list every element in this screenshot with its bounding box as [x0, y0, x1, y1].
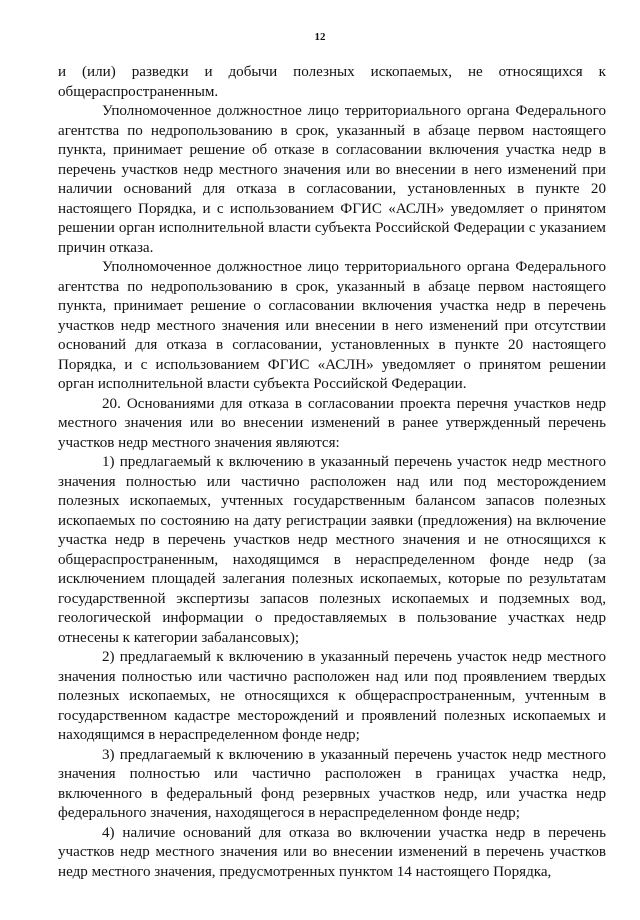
- list-item-2: 2) предлагаемый к включению в указанный перечень участок недр местного значения полностью или частично расположен над или под проявлением твердых полезных ископаемых, не относящихся к общераспространенным, учтенным в государственном кадастре месторождений и проявлений полезных ископаемых и находящимся в нераспределенном фонде недр;: [58, 649, 606, 743]
- list-item-1: 1) предлагаемый к включению в указанный перечень участок недр местного значения полностью или частично расположен над или под месторождением полезных ископаемых, учтенных государственным балансом запасов полезных ископаемых по состоянию на дату регистрации заявки (предложения) на включение участка недр в перечень участков недр местного значения и не относящихся к общераспространенным, находящимся в нераспределенном фонде недр (за исключением площадей залегания полезных ископаемых, которые по результатам государственной экспертизы запасов полезных ископаемых и подземных вод, геологической информации о предоставляемых в пользование участках недр отнесены к категории забалансовых);: [58, 454, 606, 646]
- document-body: [58, 63, 606, 882]
- paragraph-approval-decision: Уполномоченное должностное лицо территориального органа Федерального агентства по недропользованию в срок, указанный в абзаце первом настоящего пункта, принимает решение о согласовании включения участка недр в перечень участков недр местного значения или внесении в него изменений при отсутствии оснований для отказа в согласовании, установленных в пункте 20 настоящего Порядка, и с использованием ФГИС «АСЛН» уведомляет о принятом решении орган исполнительной власти субъекта Российской Федерации.: [58, 259, 606, 392]
- page-number: 12: [314, 31, 326, 43]
- paragraph-item-20: 20. Основаниями для отказа в согласовании проекта перечня участков недр местного значения или во внесении изменений в ранее утвержденный перечень участков недр местного значения являются:: [58, 395, 606, 451]
- paragraph-refusal-decision: Уполномоченное должностное лицо территориального органа Федерального агентства по недропользованию в срок, указанный в абзаце первом настоящего пункта, принимает решение об отказе в согласовании включения участка недр в перечень участков недр местного значения или во внесении в него изменений при наличии оснований для отказа в согласовании, установленных в пункте 20 настоящего Порядка, и с использованием ФГИС «АСЛН» уведомляет о принятом решении орган исполнительной власти субъекта Российской Федерации с указанием причин отказа.: [58, 103, 606, 256]
- list-item-3: 3) предлагаемый к включению в указанный перечень участок недр местного значения полностью или частично расположен в границах участка недр, включенного в федеральный фонд резервных участков недр, или участка недр федерального значения, находящегося в нераспределенном фонде недр;: [58, 746, 606, 821]
- list-item-4: 4) наличие оснований для отказа во включении участка недр в перечень участков недр местного значения или во внесении изменений в перечень участков недр местного значения, предусмотренных пунктом 14 настоящего Порядка,: [58, 824, 606, 880]
- paragraph-continued: и (или) разведки и добычи полезных ископаемых, не относящихся к общераспространенным.: [58, 64, 606, 100]
